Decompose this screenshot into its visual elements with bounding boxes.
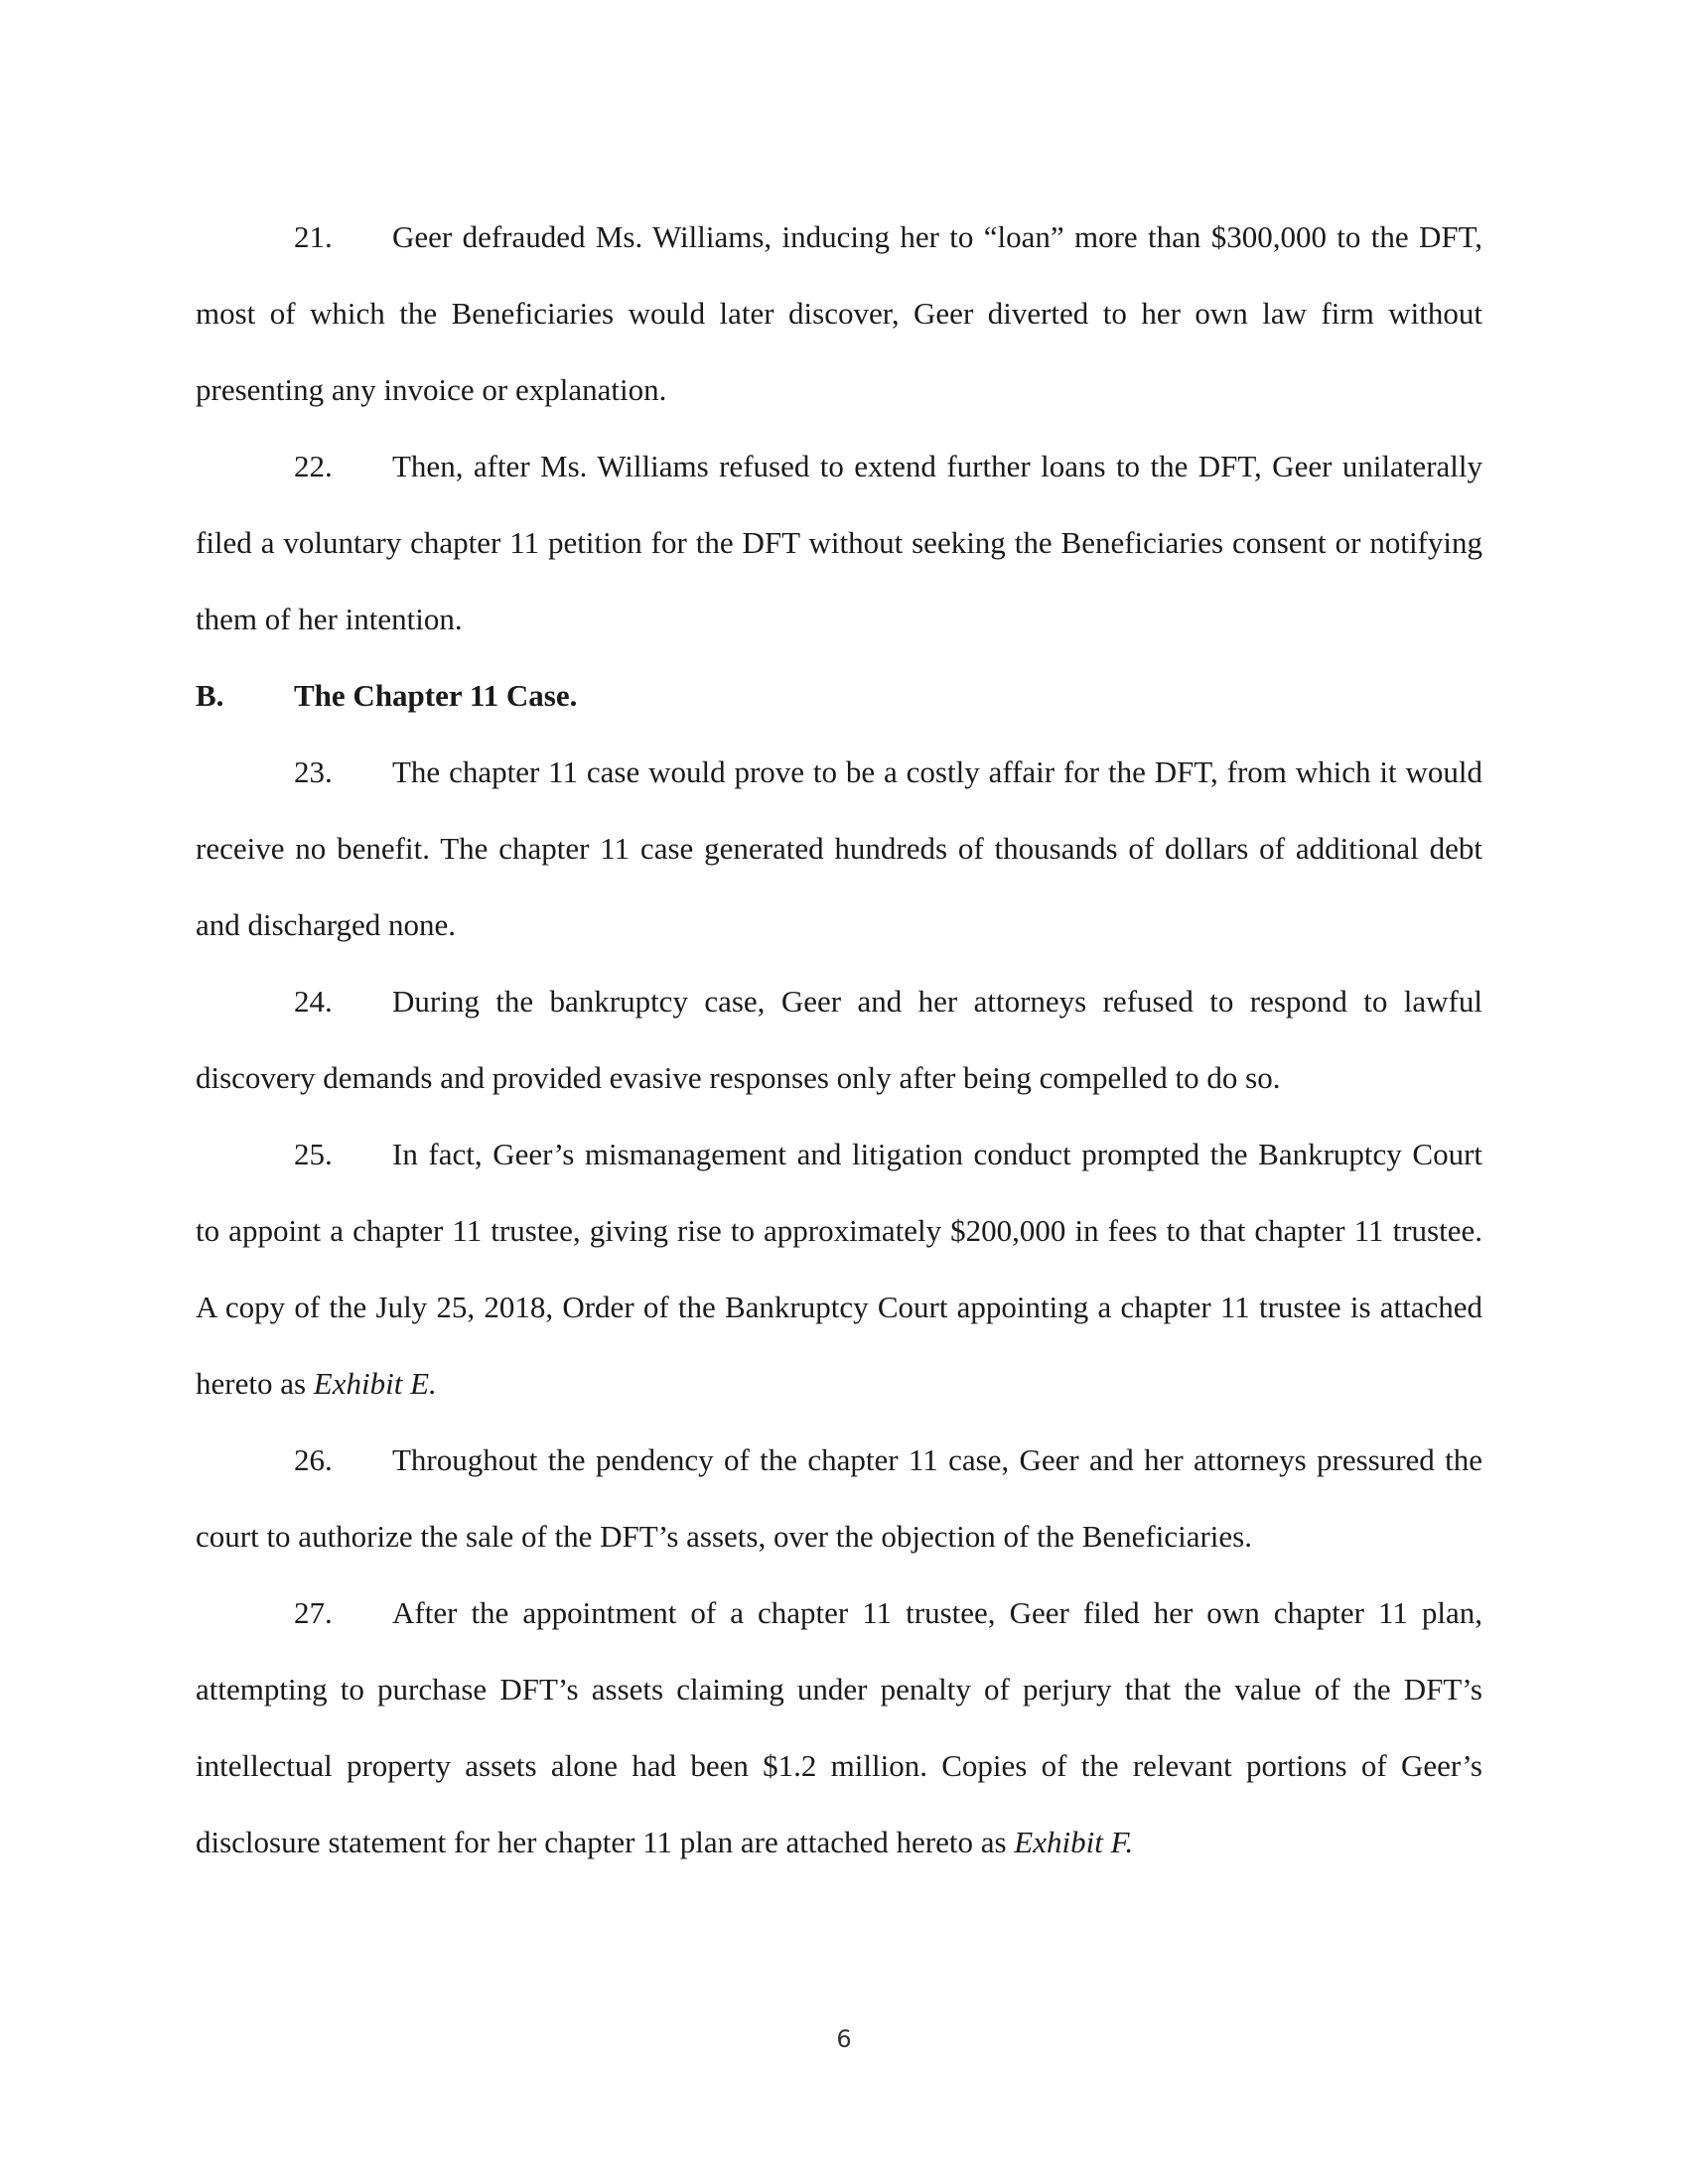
paragraph-24 xyxy=(196,963,1482,1116)
exhibit-reference: Exhibit F. xyxy=(1014,1825,1134,1859)
paragraph-number: 21. xyxy=(294,219,333,254)
paragraph-22 xyxy=(196,428,1482,657)
paragraph-number: 27. xyxy=(294,1595,333,1630)
paragraph-26 xyxy=(196,1422,1482,1574)
section-title: The Chapter 11 Case. xyxy=(294,678,578,713)
paragraph-number: 24. xyxy=(294,984,333,1019)
section-letter: B. xyxy=(196,678,224,713)
page-number: 6 xyxy=(836,2025,852,2053)
paragraph-21 xyxy=(196,199,1482,428)
section-heading xyxy=(196,657,1482,734)
paragraph-number: 26. xyxy=(294,1442,333,1477)
paragraph-text: Throughout the pendency of the chapter 11 case, Geer and her attorneys pressured the court to authorize the sale of the DFT’s assets, over the objection of the Beneficiaries. xyxy=(196,1442,1482,1554)
paragraph-text: During the bankruptcy case, Geer and her attorneys refused to respond to lawful discovery demands and provided evasive responses only after being compelled to do so. xyxy=(196,984,1482,1095)
paragraph-text: In fact, Geer’s mismanagement and litigation conduct prompted the Bankruptcy Court to appoint a chapter 11 trustee, giving rise to approximately $200,000 in fees to that chapter 11 trustee. A copy of the July 25, 2018, Order of the Bankruptcy Court appointing a chapter 11 trustee is attached hereto as xyxy=(196,1137,1482,1401)
paragraph-number: 22. xyxy=(294,449,333,483)
paragraph-number: 23. xyxy=(294,754,333,789)
paragraph-23 xyxy=(196,734,1482,963)
document-body xyxy=(196,199,1482,1880)
exhibit-reference: Exhibit E. xyxy=(313,1366,437,1401)
paragraph-number: 25. xyxy=(294,1137,333,1171)
paragraph-25 xyxy=(196,1116,1482,1422)
paragraph-text: The chapter 11 case would prove to be a costly affair for the DFT, from which it would receive no benefit. The chapter 11 case generated hundreds of thousands of dollars of additional debt and discharged none. xyxy=(196,754,1482,942)
paragraph-text: After the appointment of a chapter 11 trustee, Geer filed her own chapter 11 plan, attempting to purchase DFT’s assets claiming under penalty of perjury that the value of the DFT’s intellectual property assets alone had been $1.2 million. Copies of the relevant portions of Geer’s disclosure statement for her chapter 11 plan are attached hereto as xyxy=(196,1595,1482,1859)
paragraph-text: Then, after Ms. Williams refused to extend further loans to the DFT, Geer unilaterally filed a voluntary chapter 11 petition for the DFT without seeking the Beneficiaries consent or notifying them of her intention. xyxy=(196,449,1482,636)
paragraph-text: Geer defrauded Ms. Williams, inducing her to “loan” more than $300,000 to the DFT, most of which the Beneficiaries would later discover, Geer diverted to her own law firm without presenting any invoice or explanation. xyxy=(196,219,1482,407)
paragraph-27 xyxy=(196,1574,1482,1880)
